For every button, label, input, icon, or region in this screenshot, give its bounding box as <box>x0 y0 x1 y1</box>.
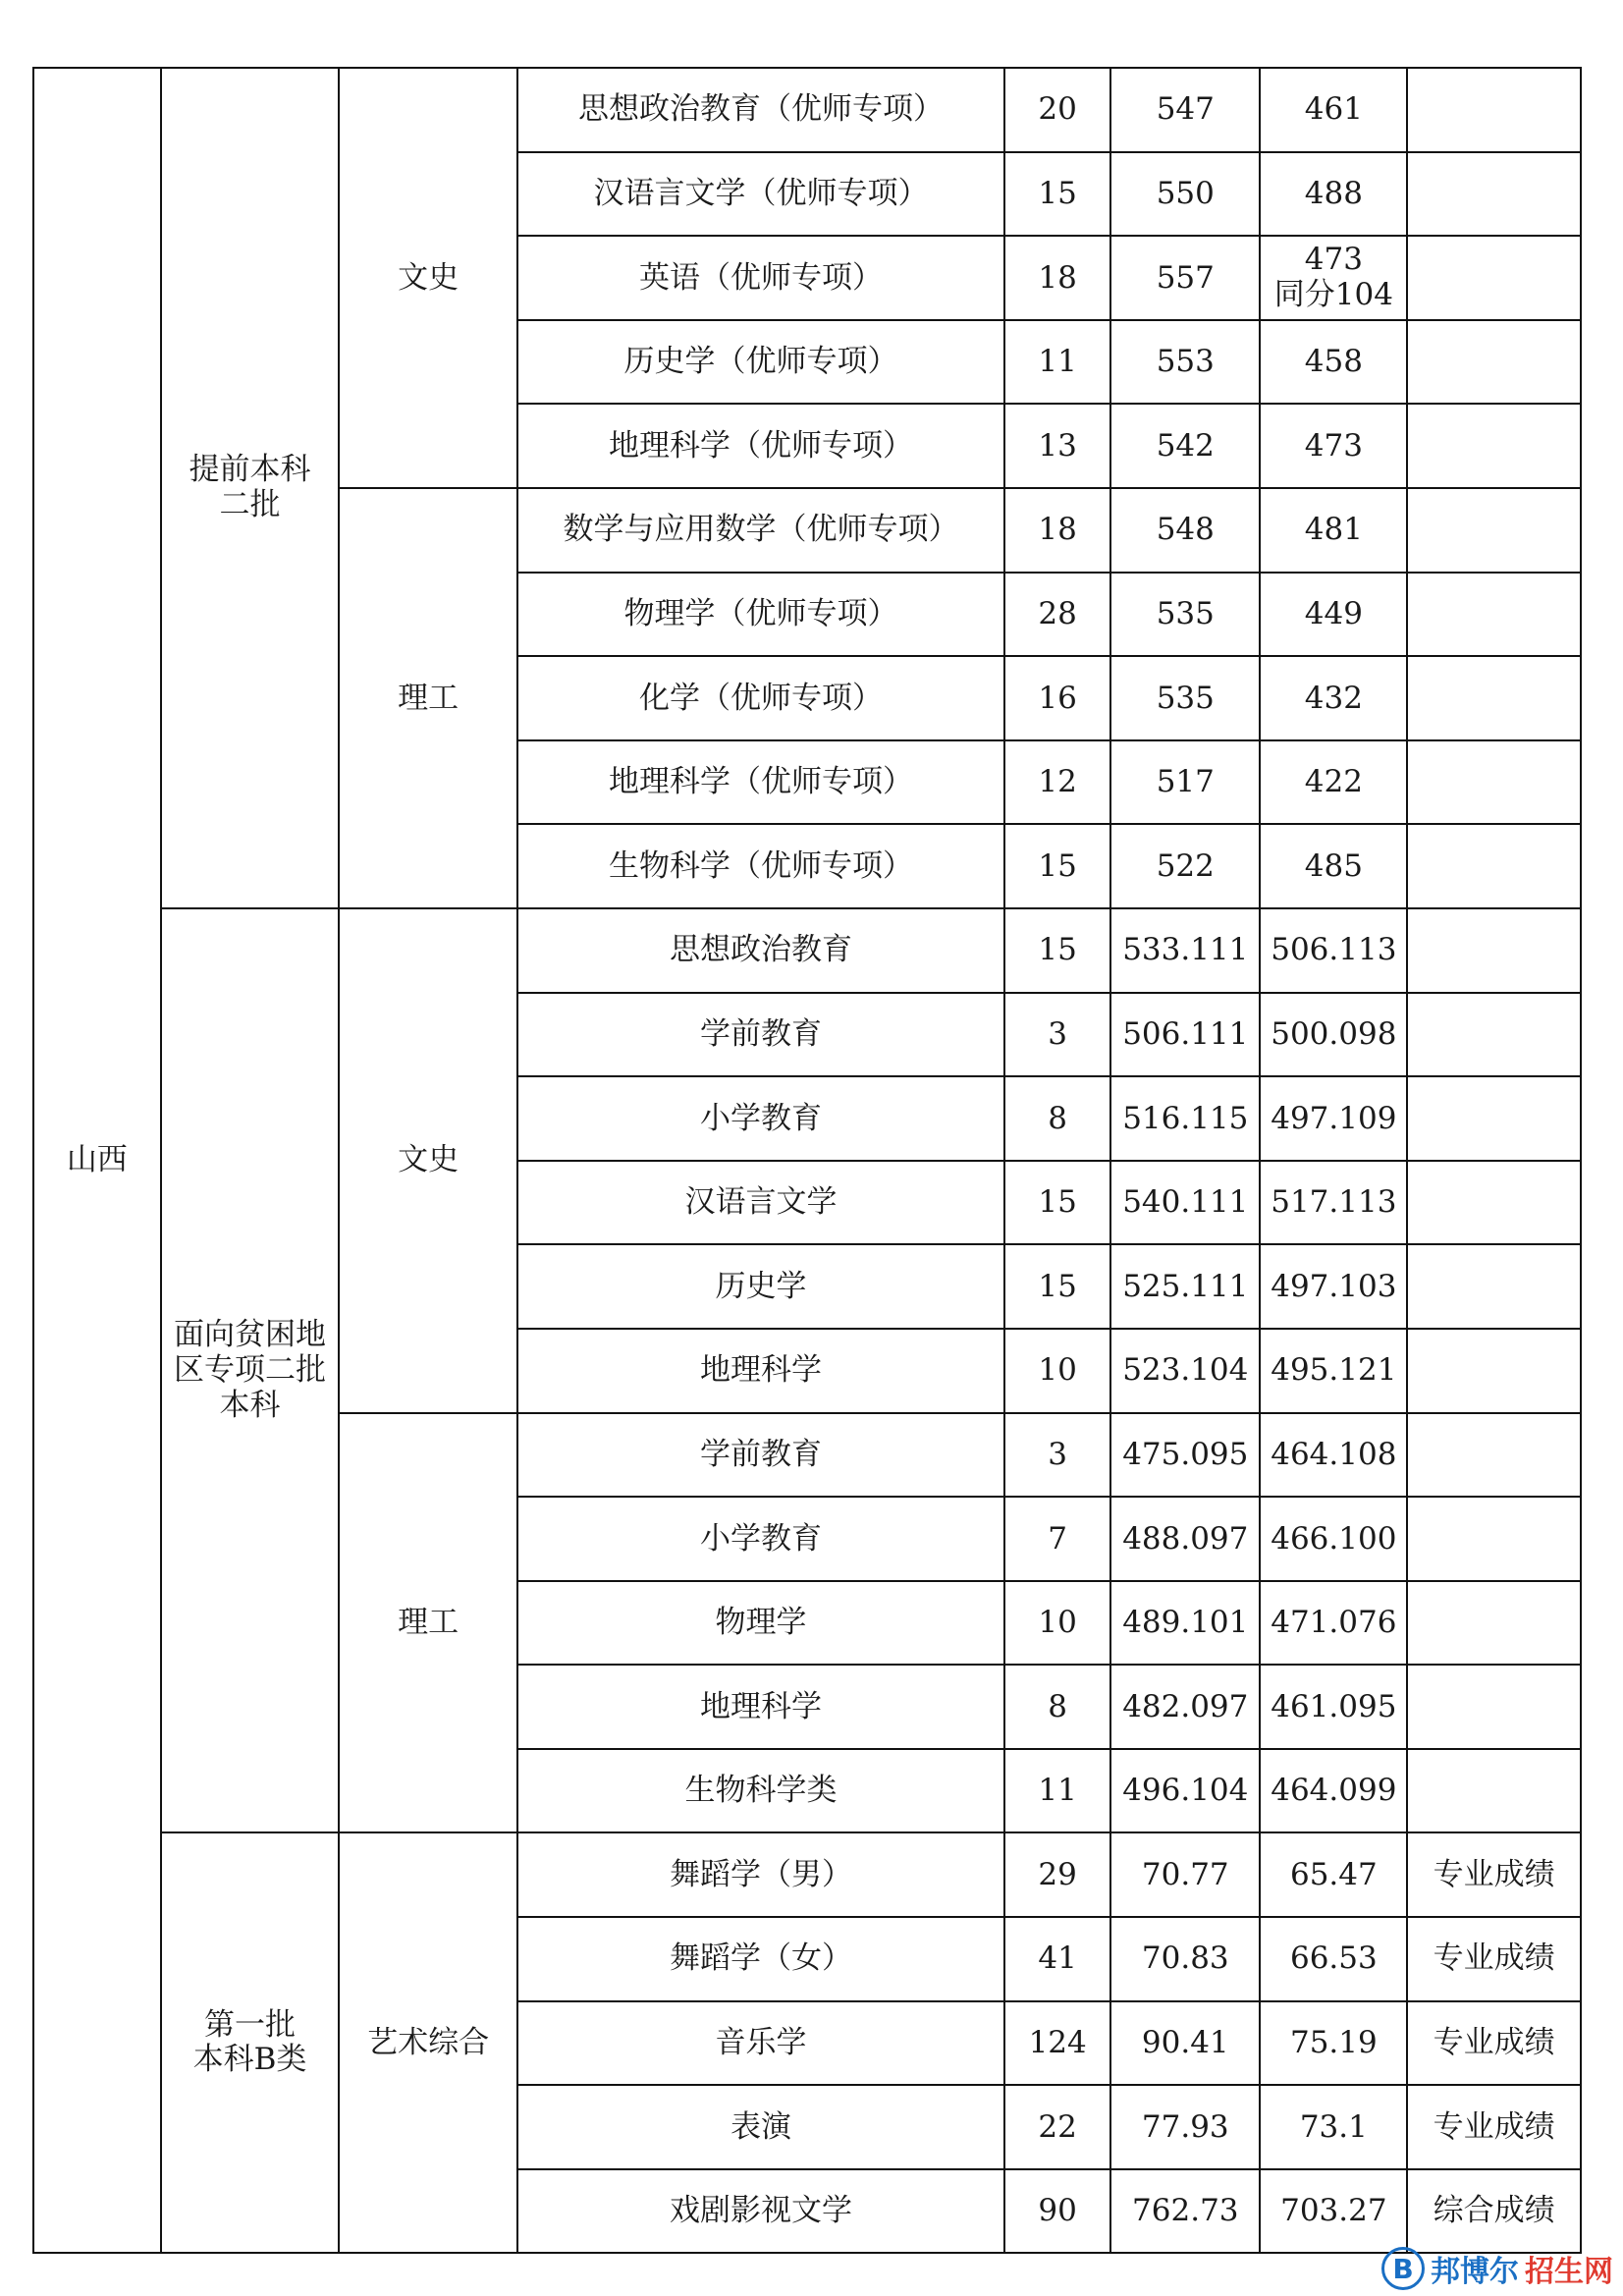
major-cell: 舞蹈学（男） <box>517 1832 1004 1917</box>
min-score-cell: 464.108 <box>1260 1413 1407 1498</box>
plan-count-cell: 28 <box>1004 573 1110 657</box>
plan-count-cell: 12 <box>1004 740 1110 825</box>
plan-count-cell: 15 <box>1004 1161 1110 1245</box>
major-cell: 戏剧影视文学 <box>517 2169 1004 2254</box>
min-score-cell: 497.103 <box>1260 1244 1407 1329</box>
batch-name-line: 提前本科 <box>189 452 311 488</box>
table-row <box>33 1832 1581 1917</box>
max-score-cell: 525.111 <box>1110 1244 1260 1329</box>
major-cell: 舞蹈学（女） <box>517 1917 1004 2001</box>
note-cell <box>1407 320 1581 405</box>
batch-name-line: 区专项二批 <box>173 1351 326 1388</box>
batch-name-line: 本科B类 <box>192 2042 307 2078</box>
province-cell: 山西 <box>33 68 161 2253</box>
plan-count-cell: 15 <box>1004 908 1110 993</box>
batch-name-line: 第一批 <box>203 2006 296 2043</box>
note-cell <box>1407 908 1581 993</box>
table-row <box>33 908 1581 993</box>
plan-count-cell: 90 <box>1004 2169 1110 2254</box>
min-score-cell <box>1260 236 1407 320</box>
plan-count-cell: 3 <box>1004 1413 1110 1498</box>
plan-count-cell: 11 <box>1004 1749 1110 1833</box>
major-cell: 历史学 <box>517 1244 1004 1329</box>
major-cell: 地理科学（优师专项） <box>517 404 1004 488</box>
min-score-cell: 422 <box>1260 740 1407 825</box>
max-score-cell: 548 <box>1110 488 1260 573</box>
plan-count-cell: 3 <box>1004 993 1110 1077</box>
major-cell: 思想政治教育（优师专项） <box>517 68 1004 152</box>
major-cell: 化学（优师专项） <box>517 656 1004 740</box>
plan-count-cell: 11 <box>1004 320 1110 405</box>
max-score-cell: 540.111 <box>1110 1161 1260 1245</box>
major-cell: 表演 <box>517 2085 1004 2169</box>
category-cell: 文史 <box>339 908 517 1413</box>
major-cell: 数学与应用数学（优师专项） <box>517 488 1004 573</box>
note-cell: 专业成绩 <box>1407 1917 1581 2001</box>
min-score-cell: 495.121 <box>1260 1329 1407 1413</box>
max-score-cell: 488.097 <box>1110 1497 1260 1581</box>
max-score-cell: 517 <box>1110 740 1260 825</box>
batch-cell <box>161 908 340 1833</box>
major-cell: 小学教育 <box>517 1076 1004 1161</box>
plan-count-cell: 124 <box>1004 2001 1110 2086</box>
batch-name-line: 面向贫困地 <box>173 1317 326 1353</box>
plan-count-cell: 16 <box>1004 656 1110 740</box>
min-score-cell: 464.099 <box>1260 1749 1407 1833</box>
min-score-cell: 458 <box>1260 320 1407 405</box>
note-cell <box>1407 1497 1581 1581</box>
note-cell <box>1407 1749 1581 1833</box>
major-cell: 学前教育 <box>517 1413 1004 1498</box>
min-score-extra: 同分104 <box>1273 276 1393 312</box>
min-score-cell: 461.095 <box>1260 1665 1407 1749</box>
category-cell: 艺术综合 <box>339 1832 517 2253</box>
max-score-cell: 557 <box>1110 236 1260 320</box>
min-score-value: 473 <box>1304 242 1363 278</box>
category-cell: 文史 <box>339 68 517 488</box>
major-cell: 音乐学 <box>517 2001 1004 2086</box>
max-score-cell: 523.104 <box>1110 1329 1260 1413</box>
major-cell: 地理科学 <box>517 1329 1004 1413</box>
major-cell: 小学教育 <box>517 1497 1004 1581</box>
watermark-text-2: 招生网 <box>1525 2255 1613 2289</box>
min-score-cell: 485 <box>1260 824 1407 908</box>
plan-count-cell: 41 <box>1004 1917 1110 2001</box>
note-cell <box>1407 993 1581 1077</box>
min-score-cell: 473 <box>1260 404 1407 488</box>
note-cell: 专业成绩 <box>1407 2001 1581 2086</box>
note-cell <box>1407 1161 1581 1245</box>
note-cell <box>1407 236 1581 320</box>
major-cell: 英语（优师专项） <box>517 236 1004 320</box>
major-cell: 地理科学（优师专项） <box>517 740 1004 825</box>
admission-score-table <box>32 67 1582 2254</box>
plan-count-cell: 15 <box>1004 152 1110 237</box>
category-cell: 理工 <box>339 488 517 908</box>
plan-count-cell: 13 <box>1004 404 1110 488</box>
max-score-cell: 762.73 <box>1110 2169 1260 2254</box>
note-cell: 综合成绩 <box>1407 2169 1581 2254</box>
min-score-cell: 461 <box>1260 68 1407 152</box>
batch-cell <box>161 1832 340 2253</box>
min-score-cell: 488 <box>1260 152 1407 237</box>
max-score-cell: 553 <box>1110 320 1260 405</box>
min-score-cell: 66.53 <box>1260 1917 1407 2001</box>
batch-name-line: 二批 <box>219 486 281 522</box>
min-score-cell: 500.098 <box>1260 993 1407 1077</box>
max-score-cell: 533.111 <box>1110 908 1260 993</box>
plan-count-cell: 20 <box>1004 68 1110 152</box>
note-cell <box>1407 1076 1581 1161</box>
note-cell <box>1407 68 1581 152</box>
note-cell <box>1407 1329 1581 1413</box>
major-cell: 生物科学（优师专项） <box>517 824 1004 908</box>
max-score-cell: 550 <box>1110 152 1260 237</box>
min-score-cell: 506.113 <box>1260 908 1407 993</box>
note-cell <box>1407 488 1581 573</box>
note-cell: 专业成绩 <box>1407 1832 1581 1917</box>
site-logo-icon: B <box>1381 2247 1425 2290</box>
max-score-cell: 535 <box>1110 656 1260 740</box>
max-score-cell: 70.77 <box>1110 1832 1260 1917</box>
note-cell <box>1407 1665 1581 1749</box>
plan-count-cell: 10 <box>1004 1581 1110 1666</box>
major-cell: 物理学（优师专项） <box>517 573 1004 657</box>
note-cell <box>1407 1581 1581 1666</box>
note-cell: 专业成绩 <box>1407 2085 1581 2169</box>
major-cell: 物理学 <box>517 1581 1004 1666</box>
max-score-cell: 475.095 <box>1110 1413 1260 1498</box>
min-score-cell: 73.1 <box>1260 2085 1407 2169</box>
max-score-cell: 547 <box>1110 68 1260 152</box>
site-watermark <box>1381 2247 1613 2290</box>
plan-count-cell: 8 <box>1004 1665 1110 1749</box>
major-cell: 地理科学 <box>517 1665 1004 1749</box>
major-cell: 汉语言文学 <box>517 1161 1004 1245</box>
plan-count-cell: 22 <box>1004 2085 1110 2169</box>
note-cell <box>1407 656 1581 740</box>
note-cell <box>1407 1244 1581 1329</box>
min-score-cell: 497.109 <box>1260 1076 1407 1161</box>
table-row <box>33 68 1581 152</box>
watermark-text-1: 邦博尔 <box>1431 2255 1519 2289</box>
min-score-cell: 466.100 <box>1260 1497 1407 1581</box>
plan-count-cell: 15 <box>1004 1244 1110 1329</box>
max-score-cell: 542 <box>1110 404 1260 488</box>
note-cell <box>1407 824 1581 908</box>
major-cell: 生物科学类 <box>517 1749 1004 1833</box>
major-cell: 学前教育 <box>517 993 1004 1077</box>
batch-cell <box>161 68 340 908</box>
min-score-cell: 65.47 <box>1260 1832 1407 1917</box>
min-score-cell: 432 <box>1260 656 1407 740</box>
max-score-cell: 482.097 <box>1110 1665 1260 1749</box>
plan-count-cell: 8 <box>1004 1076 1110 1161</box>
plan-count-cell: 15 <box>1004 824 1110 908</box>
major-cell: 历史学（优师专项） <box>517 320 1004 405</box>
note-cell <box>1407 1413 1581 1498</box>
major-cell: 汉语言文学（优师专项） <box>517 152 1004 237</box>
max-score-cell: 535 <box>1110 573 1260 657</box>
plan-count-cell: 18 <box>1004 488 1110 573</box>
min-score-cell: 517.113 <box>1260 1161 1407 1245</box>
note-cell <box>1407 573 1581 657</box>
min-score-cell: 449 <box>1260 573 1407 657</box>
max-score-cell: 496.104 <box>1110 1749 1260 1833</box>
max-score-cell: 90.41 <box>1110 2001 1260 2086</box>
max-score-cell: 77.93 <box>1110 2085 1260 2169</box>
min-score-cell: 75.19 <box>1260 2001 1407 2086</box>
min-score-cell: 481 <box>1260 488 1407 573</box>
plan-count-cell: 29 <box>1004 1832 1110 1917</box>
max-score-cell: 522 <box>1110 824 1260 908</box>
max-score-cell: 516.115 <box>1110 1076 1260 1161</box>
min-score-cell: 471.076 <box>1260 1581 1407 1666</box>
note-cell <box>1407 152 1581 237</box>
note-cell <box>1407 404 1581 488</box>
category-cell: 理工 <box>339 1413 517 1833</box>
major-cell: 思想政治教育 <box>517 908 1004 993</box>
max-score-cell: 489.101 <box>1110 1581 1260 1666</box>
max-score-cell: 70.83 <box>1110 1917 1260 2001</box>
plan-count-cell: 7 <box>1004 1497 1110 1581</box>
plan-count-cell: 18 <box>1004 236 1110 320</box>
max-score-cell: 506.111 <box>1110 993 1260 1077</box>
note-cell <box>1407 740 1581 825</box>
plan-count-cell: 10 <box>1004 1329 1110 1413</box>
min-score-cell: 703.27 <box>1260 2169 1407 2254</box>
batch-name-line: 本科 <box>219 1387 281 1423</box>
